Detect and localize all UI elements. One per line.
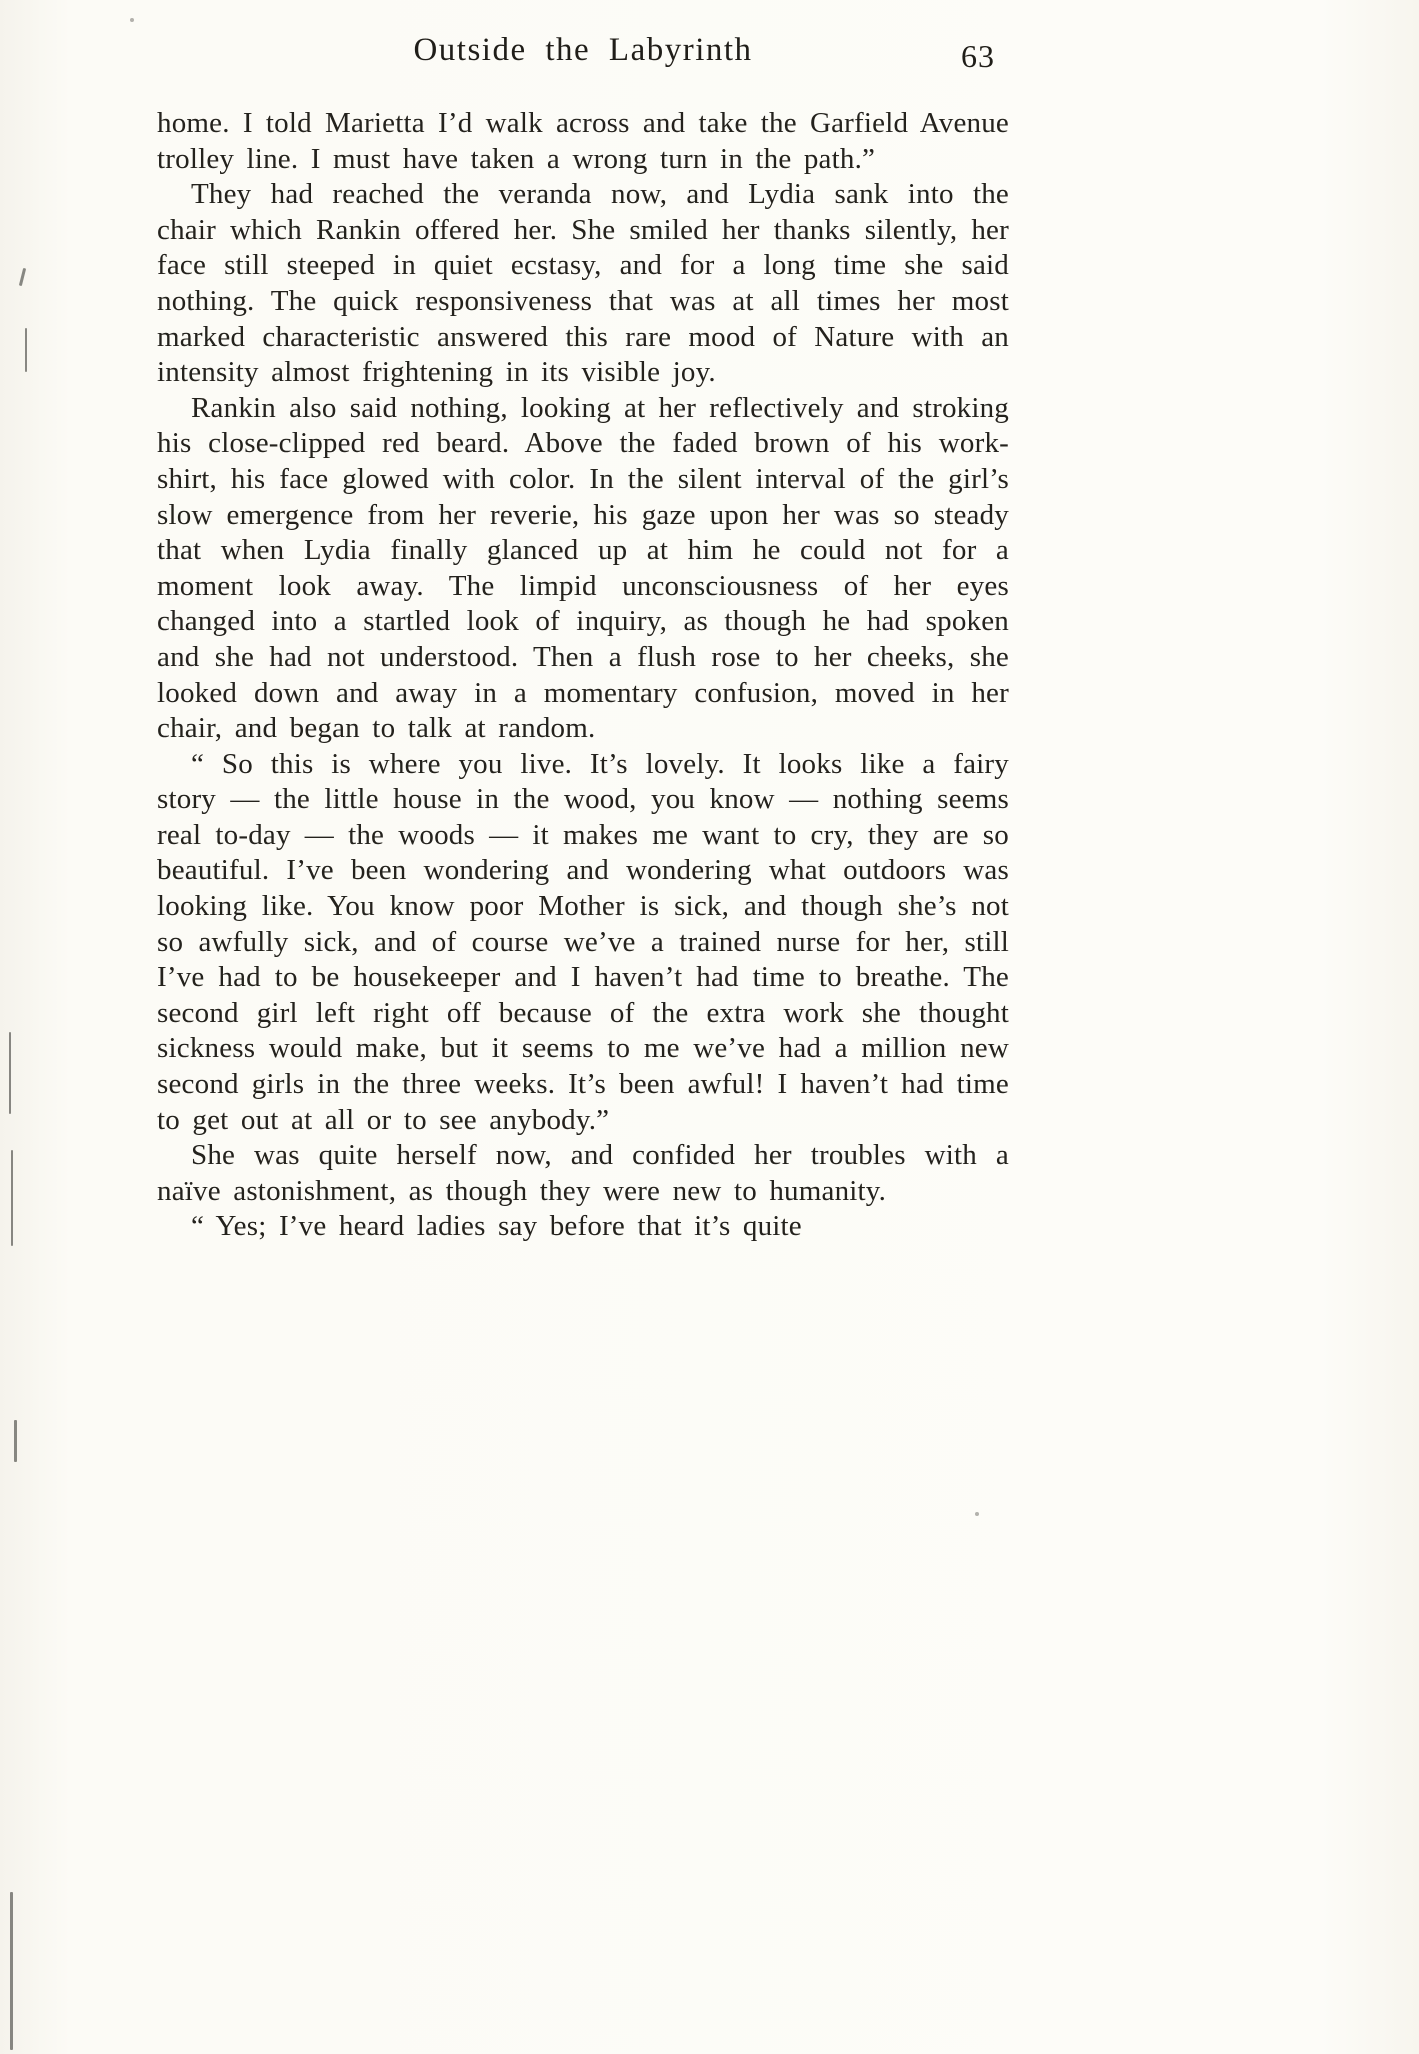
scan-speck (975, 1512, 979, 1516)
scan-artifact (9, 1032, 11, 1114)
paragraph: Rankin also said nothing, looking at her reflectively and stroking his close-clipped red beard. Above the faded brown of his work-shirt, his face glowed with color. In the silent interval of the girl’s slow emergence from her reverie, his gaze upon her was so steady that when Lydia finally glanced up at him he could not for a moment look away. The limpid unconsciousness of her eyes changed into a startled look of inquiry, as though he had spoken and she had not understood. Then a flush rose to her cheeks, she looked down and away in a momentary confusion, moved in her chair, and began to talk at random. (157, 391, 1009, 745)
body-text (157, 106, 1009, 1245)
paragraph: “ Yes; I’ve heard ladies say before that it’s quite (191, 1210, 802, 1243)
scan-artifact (19, 268, 26, 286)
scan-artifact (14, 1420, 17, 1462)
paragraph: She was quite herself now, and confided her troubles with a naïve astonishment, as though they were new to humanity. (157, 1139, 1009, 1207)
scan-artifact (10, 1892, 13, 2050)
page-number: 63 (961, 38, 995, 74)
scan-artifact (25, 328, 27, 372)
paragraph-continuation: home. I told Marietta I’d walk across and take the Garfield Avenue trolley line. I must have taken a wrong turn in the path.” (157, 107, 1009, 175)
running-title: Outside the Labyrinth (413, 32, 753, 68)
scan-speck (130, 18, 134, 22)
page-header (157, 32, 1009, 92)
paragraph: They had reached the veranda now, and Lydia sank into the chair which Rankin offered her. She smiled her thanks silently, her face still steeped in quiet ecstasy, and for a long time she said nothing. The quick responsiveness that was at all times her most marked characteristic answered this rare mood of Nature with an intensity almost frightening in its visible joy. (157, 178, 1009, 389)
paragraph: “ So this is where you live. It’s lovely. It looks like a fairy story — the little house in the wood, you know — nothing seems real to-day — the woods — it makes me want to cry, they are so beautiful. I’ve been wondering and wondering what outdoors was looking like. You know poor Mother is sick, and though she’s not so awfully sick, and of course we’ve a trained nurse for her, still I’ve had to be housekeeper and I haven’t had time to breathe. The second girl left right off because of the extra work she thought sickness would make, but it seems to me we’ve had a million new second girls in the three weeks. It’s been awful! I haven’t had time to get out at all or to see anybody.” (157, 747, 1009, 1136)
text-column (157, 32, 1009, 1245)
scan-artifact (11, 1150, 13, 1246)
